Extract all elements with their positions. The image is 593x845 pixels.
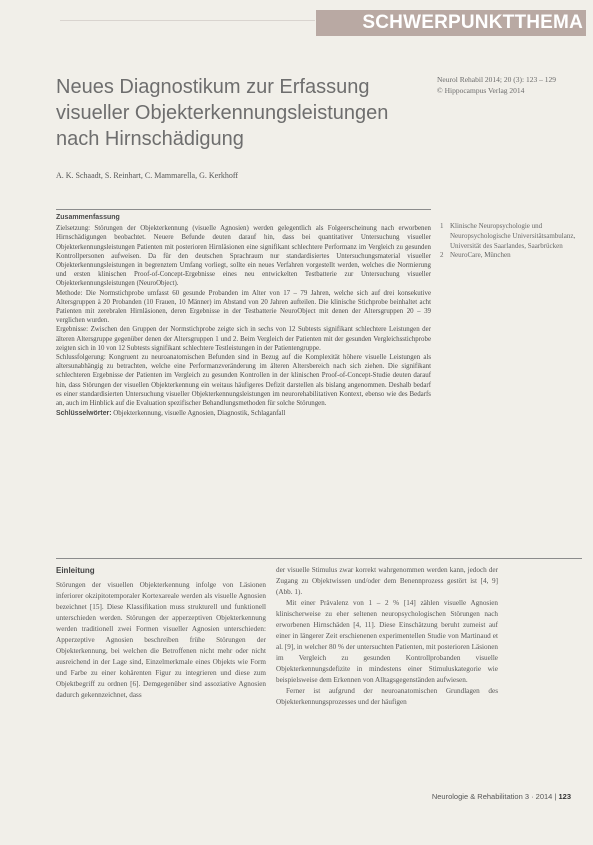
body-top-rule <box>56 558 582 559</box>
body-column-left <box>56 565 266 701</box>
affiliation-item <box>440 222 580 251</box>
affiliations <box>440 222 580 261</box>
abstract-heading: Zusammenfassung <box>56 214 120 221</box>
body-paragraph: der visuelle Stimulus zwar korrekt wahrgenommen werden kann, jedoch der Zugang zu Objektwissen und/oder dem Benennprozess gestört ist [4, 9] (Abb. 1). <box>276 566 498 596</box>
footer-separator: | <box>554 792 557 801</box>
abstract-top-rule <box>56 209 431 210</box>
intro-heading: Einleitung <box>56 566 95 575</box>
section-label: SCHWERPUNKTTHEMA <box>362 12 583 33</box>
affiliation-text: NeuroCare, München <box>450 251 511 260</box>
abstract-paragraph: Zielsetzung: Störungen der Objekterkennung (visuelle Agnosien) werden gelegentlich als Folgeerscheinung nach erworbenen Hirnschädigungen beobachtet. Neuere Befunde deuten darauf hin, dass bei quantitativer Untersuchung visueller Objekterkennungsleistungen Patienten mit posterioren Hirnläsionen eine signifikant schlechtere Performanz im Vergleich zu gesunden Kontrollpersonen aufweisen. Da für den deutschen Sprachraum nur standardisiertes Untersuchungsmaterial visueller Objekterkennungsleistungen in begrenztem Umfang vorliegt, sollte ein neues Verfahren vorgestellt werden, welches die Normierung und ersten klinischen Proof-of-Concept-Ergebnisse eines neu entwickelten Testbatterie zur Untersuchung visueller Objekterkennungsleistungen (NeuroObject). <box>56 225 431 288</box>
author-list: A. K. Schaadt, S. Reinhart, C. Mammarella, G. Kerkhoff <box>56 171 239 180</box>
abstract-paragraph: Methode: Die Normstichprobe umfasst 60 gesunde Probanden im Alter von 17 – 79 Jahren, welche sich auf drei konsekutive Altersgruppen à 20 Probanden (10 Frauen, 10 Männer) im Abstand von 20 Jahren aufteilen. Die klinische Stichprobe beinhaltet acht Patienten mit zerebralen Hirnläsionen, deren Ergebnisse in der Testbatterie NeuroObject mit denen der Altersgruppen 20 – 39 verglichen wurden. <box>56 289 431 325</box>
keywords-label: Schlüsselwörter: <box>56 410 112 418</box>
article-title-line: visueller Objekterkennungsleistungen <box>56 102 389 124</box>
journal-citation: Neurol Rehabil 2014; 20 (3): 123 – 129 <box>437 75 556 84</box>
page-number: 123 <box>558 792 571 801</box>
abstract-paragraph: Ergebnisse: Zwischen den Gruppen der Normstichprobe zeigte sich in sechs von 12 Subtests signifikant schlechtere Leistungen der älteren Altersgruppe gegenüber denen der Altersgruppen 1 und 2. Beim Vergleich der Patienten mit der gesunden Vergleichsstichprobe zeigten sich in 10 von 12 Subtests signifikant schlechtere Testleistungen in der Patientengruppe. <box>56 326 431 352</box>
footer-journal: Neurologie & Rehabilitation 3 · 2014 <box>431 792 553 801</box>
article-title-line: nach Hirnschädigung <box>56 128 244 150</box>
body-paragraph: Mit einer Prävalenz von 1 – 2 % [14] zählen visuelle Agnosien klinischerweise zu eher seltenen neuropsychologischen Störungen nach erworbenen Hirnschäden [4, 11]. Diese Einschätzung beruht zumeist auf einer in längerer Zeit erschienenen experimentellen Studie von Martinaud et al. [9], in welcher 80 % der untersuchten Patienten, mit posterioren Läsionen im Vergleich zu gesunden Kontrollprobanden visuelle Objekterkennungsdefizite in mindestens einer Stimuluskategorie wie beispielsweise dem Erkennen von Alltagsgegenständen aufwiesen. <box>276 599 498 684</box>
abstract-paragraph: Schlussfolgerung: Kongruent zu neuroanatomischen Befunden sind in Bezug auf die Komplexität höhere visuelle Leistungen als altersunabhängig zu betrachten, welche eine Performanzveränderung im älteren Altersbereich nach sich ziehen. Die signifikant schlechteren Ergebnisse der Patienten im Vergleich zu gesunden Kontrollen in der klinischen Proof-of-Concept-Studie deuten darauf hin, dass Störungen der visuellen Objekterkennung ein weitaus häufigeres Defizit darstellen als bislang angenommen. Deshalb bedarf es einer standardisierten Untersuchung visueller Objekterkennungsleistungen im neurorehabilitativen Kontext, ebenso wie des Bedarfs an, auch im Hinblick auf die Evaluation spezifischer Behandlungsmethoden für solche Störungen. <box>56 354 431 408</box>
article-title <box>56 74 416 152</box>
affiliation-number: 1 <box>440 222 444 230</box>
body-paragraph: Störungen der visuellen Objekterkennung infolge von Läsionen inferiorer okzipitotemporaler Kortexareale werden als visuelle Agnosien bezeichnet [15]. Diese Klassifikation muss strukturell und funktionell unterschieden werden. Störungen der apperzeptiven Objekterkennung werden traditionell zwei Formen visueller Agnosien unterschieden: Apperzeptive Agnosien beschreiben frühe Störungen der Objekterkennung, bei welchen die Betroffenen nicht mehr oder nicht ausreichend in der Lage sind, Einzelmerkmale eines Objekts wie Form und Farbe zu einer kohärenten Figur zu integrieren und diese zum Objektbegriff zu ordnen [6]. Demgegenüber sind assoziative Agnosien dadurch gekennzeichnet, dass <box>56 581 266 699</box>
header-rule <box>60 20 315 21</box>
journal-meta <box>437 74 556 96</box>
affiliation-number: 2 <box>440 251 444 260</box>
article-title-line: Neues Diagnostikum zur Erfassung <box>56 76 370 98</box>
keywords-line <box>56 409 431 418</box>
body-column-right <box>276 565 498 708</box>
affiliation-item <box>440 251 580 261</box>
body-paragraph: Ferner ist aufgrund der neuroanatomischen Grundlagen des Objekterkennungsprozesses und der häufigen <box>276 687 498 706</box>
keywords-text: Objekterkennung, visuelle Agnosien, Diagnostik, Schlaganfall <box>113 410 286 418</box>
publisher-copyright: © Hippocampus Verlag 2014 <box>437 86 525 95</box>
affiliation-text: Klinische Neuropsychologie und Neuropsychologische Universitätsambulanz, Universität des Saarlandes, Saarbrücken <box>450 222 576 250</box>
abstract-section <box>56 213 431 418</box>
page-footer <box>432 792 571 801</box>
